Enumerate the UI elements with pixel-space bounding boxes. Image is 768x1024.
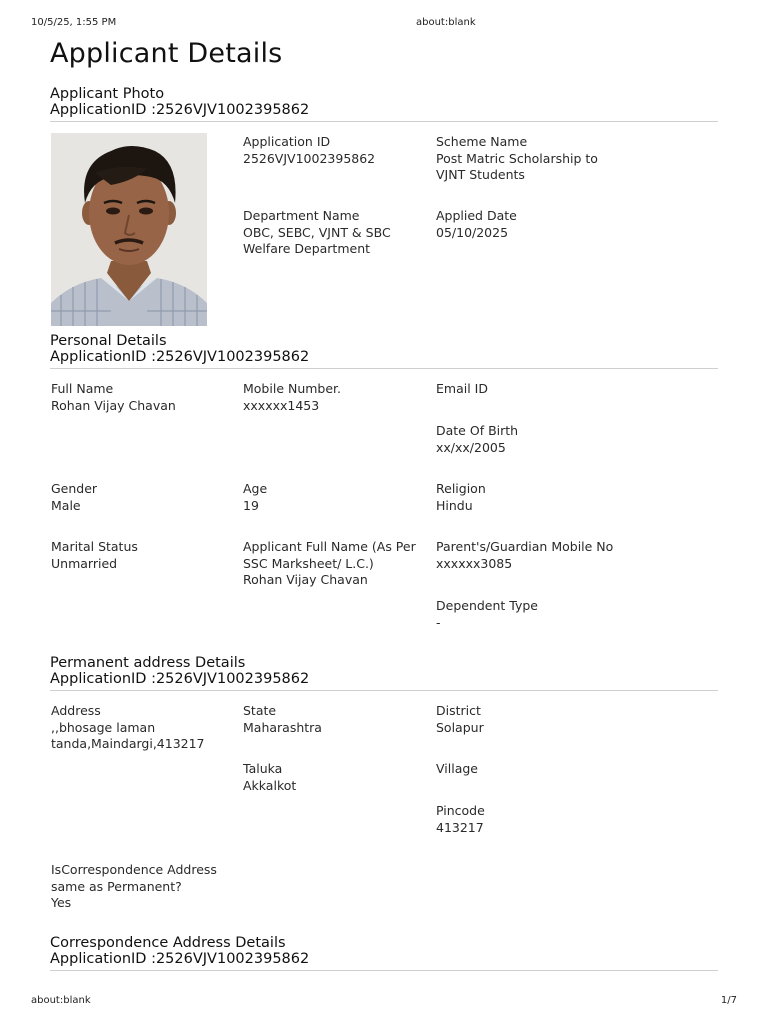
field-value: ,,bhosage laman tanda,Maindargi,413217: [51, 719, 205, 751]
field-application-id: [243, 134, 428, 167]
field-label: IsCorrespondence Address same as Permanent?: [51, 862, 217, 894]
field-value: Maharashtra: [243, 719, 322, 735]
field-value: Rohan Vijay Chavan: [243, 572, 368, 587]
section-permanent-address: [50, 655, 718, 687]
print-header: [0, 17, 768, 31]
field-department-name: [243, 208, 413, 258]
field-value: Unmarried: [51, 555, 118, 571]
section-application-id: ApplicationID :2526VJV1002395862: [50, 951, 310, 967]
field-label: Mobile Number.: [243, 381, 342, 396]
field-label: Scheme Name: [436, 134, 528, 149]
section-title: Applicant Photo: [50, 86, 165, 102]
field-label: Date Of Birth: [436, 423, 519, 438]
section-divider: [50, 690, 718, 691]
field-label: Marital Status: [51, 539, 138, 554]
field-value: 413217: [436, 819, 484, 835]
field-label: Address: [51, 703, 101, 718]
field-scheme-name: [436, 134, 616, 184]
page-title: Applicant Details: [50, 38, 283, 69]
field-label: Parent's/Guardian Mobile No: [436, 539, 614, 554]
field-value: xxxxxx3085: [436, 555, 513, 571]
section-applicant-photo: [50, 86, 718, 118]
section-divider: [50, 970, 718, 971]
field-value: Male: [51, 497, 81, 513]
field-mobile-number: [243, 381, 428, 414]
field-taluka: [243, 761, 428, 794]
field-label: Taluka: [243, 761, 283, 776]
field-value: xx/xx/2005: [436, 439, 506, 455]
print-datetime: 10/5/25, 1:55 PM: [31, 17, 117, 28]
field-value: Yes: [51, 895, 72, 910]
field-date-of-birth: [436, 423, 636, 456]
field-label: Age: [243, 481, 268, 496]
field-value: Akkalkot: [243, 777, 297, 793]
field-label: Full Name: [51, 381, 114, 396]
section-personal-details: [50, 333, 718, 365]
print-url: about:blank: [416, 17, 476, 28]
field-label: Pincode: [436, 803, 485, 818]
field-value: Rohan Vijay Chavan: [51, 397, 176, 413]
field-full-name: [51, 381, 231, 414]
field-label: Applied Date: [436, 208, 517, 223]
field-age: [243, 481, 428, 514]
field-pincode: [436, 803, 636, 836]
section-divider: [50, 121, 718, 122]
field-marital-status: [51, 539, 231, 572]
field-state: [243, 703, 428, 736]
field-value: xxxxxx1453: [243, 397, 320, 413]
footer-url: about:blank: [31, 995, 91, 1006]
field-district: [436, 703, 636, 736]
section-application-id: ApplicationID :2526VJV1002395862: [50, 671, 310, 687]
field-ssc-full-name: [243, 539, 428, 589]
field-value: Hindu: [436, 497, 473, 513]
section-title: Correspondence Address Details: [50, 935, 286, 951]
field-label: District: [436, 703, 481, 718]
field-value: 05/10/2025: [436, 224, 509, 240]
field-email-id: [436, 381, 636, 398]
field-label: Dependent Type: [436, 598, 538, 613]
section-title: Personal Details: [50, 333, 167, 349]
section-title: Permanent address Details: [50, 655, 246, 671]
field-same-as-permanent: [51, 862, 226, 912]
field-value: Post Matric Scholarship to VJNT Students: [436, 150, 598, 182]
section-divider: [50, 368, 718, 369]
field-village: [436, 761, 636, 778]
field-value: Solapur: [436, 719, 484, 735]
field-guardian-mobile: [436, 539, 656, 572]
field-gender: [51, 481, 231, 514]
field-dependent-type: [436, 598, 636, 631]
field-label: Applicant Full Name (As Per SSC Marksheet/ L.C.): [243, 539, 416, 571]
field-label: Application ID: [243, 134, 331, 149]
field-label: Gender: [51, 481, 98, 496]
field-label: Religion: [436, 481, 486, 496]
field-label: Email ID: [436, 381, 488, 396]
field-address: [51, 703, 211, 753]
page-number: 1/7: [720, 995, 737, 1006]
field-label: Department Name: [243, 208, 360, 223]
section-application-id: ApplicationID :2526VJV1002395862: [50, 349, 310, 365]
field-religion: [436, 481, 636, 514]
field-value: OBC, SEBC, VJNT & SBC Welfare Department: [243, 224, 391, 256]
applicant-photo: [51, 133, 207, 326]
field-value: 19: [243, 497, 259, 513]
section-application-id: ApplicationID :2526VJV1002395862: [50, 102, 310, 118]
field-label: Village: [436, 761, 478, 776]
field-applied-date: [436, 208, 636, 241]
section-correspondence-address: [50, 935, 718, 967]
field-value: 2526VJV1002395862: [243, 150, 376, 166]
field-label: State: [243, 703, 277, 718]
field-value: -: [436, 614, 441, 630]
print-footer: [0, 995, 768, 1009]
